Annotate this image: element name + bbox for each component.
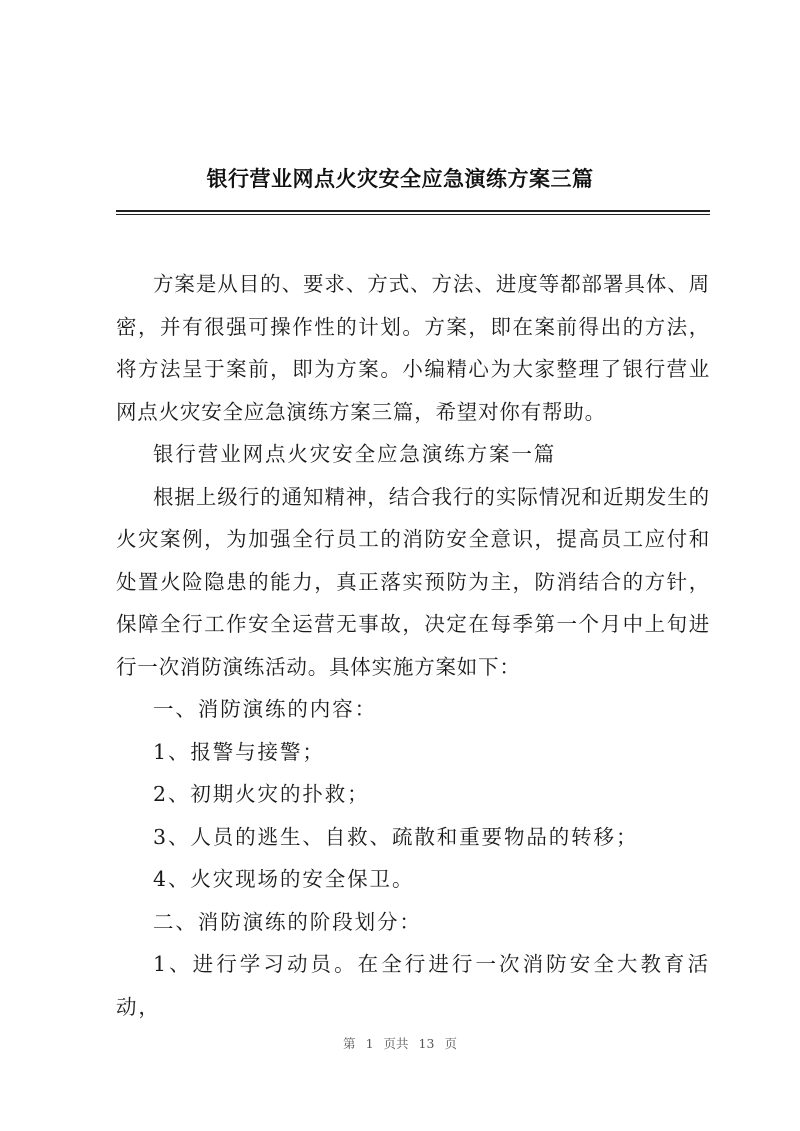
list-heading: 一、消防演练的内容： [153,697,377,721]
list-item: 1、进行学习动员。在全行进行一次消防安全大教育活动， [116,952,710,1019]
list-heading: 二、消防演练的阶段划分： [153,909,422,934]
footer-total-pages: 13 [418,1036,435,1051]
paragraph: 方案是从目的、要求、方式、方法、进度等都部署具体、周密，并有很强可操作性的计划。方案，即在案前得出的方法，将方法呈于案前，即为方案。小编精心为大家整理了银行营业网点火灾安全应急演练方案三篇，希望对你有帮助。 [116,272,710,424]
footer-current-page: 1 [365,1036,374,1051]
list-item: 1、报警与接警； [153,739,325,764]
footer-label-pages: 页 [444,1036,457,1051]
page-footer [0,1034,800,1052]
title-rule-thin [116,214,710,215]
list-item: 3、人员的逃生、自救、疏散和重要物品的转移； [153,824,639,849]
list-item: 4、火灾现场的安全保卫。 [153,867,415,891]
document-title: 银行营业网点火灾安全应急演练方案三篇 [206,167,594,191]
list-item: 2、初期火灾的扑救； [153,782,370,806]
footer-label-page: 第 [343,1036,356,1051]
document-body [116,263,710,1028]
paragraph: 根据上级行的通知精神，结合我行的实际情况和近期发生的火灾案例，为加强全行员工的消防安全意识，提高员工应付和处置火险隐患的能力，真正落实预防为主，防消结合的方针，保障全行工作安全运营无事故，决定在每季第一个月中上旬进行一次消防演练活动。具体实施方案如下： [116,484,710,679]
footer-label-of: 页共 [383,1036,409,1051]
title-rule [116,210,710,212]
section-heading: 银行营业网点火灾安全应急演练方案一篇 [153,442,557,466]
